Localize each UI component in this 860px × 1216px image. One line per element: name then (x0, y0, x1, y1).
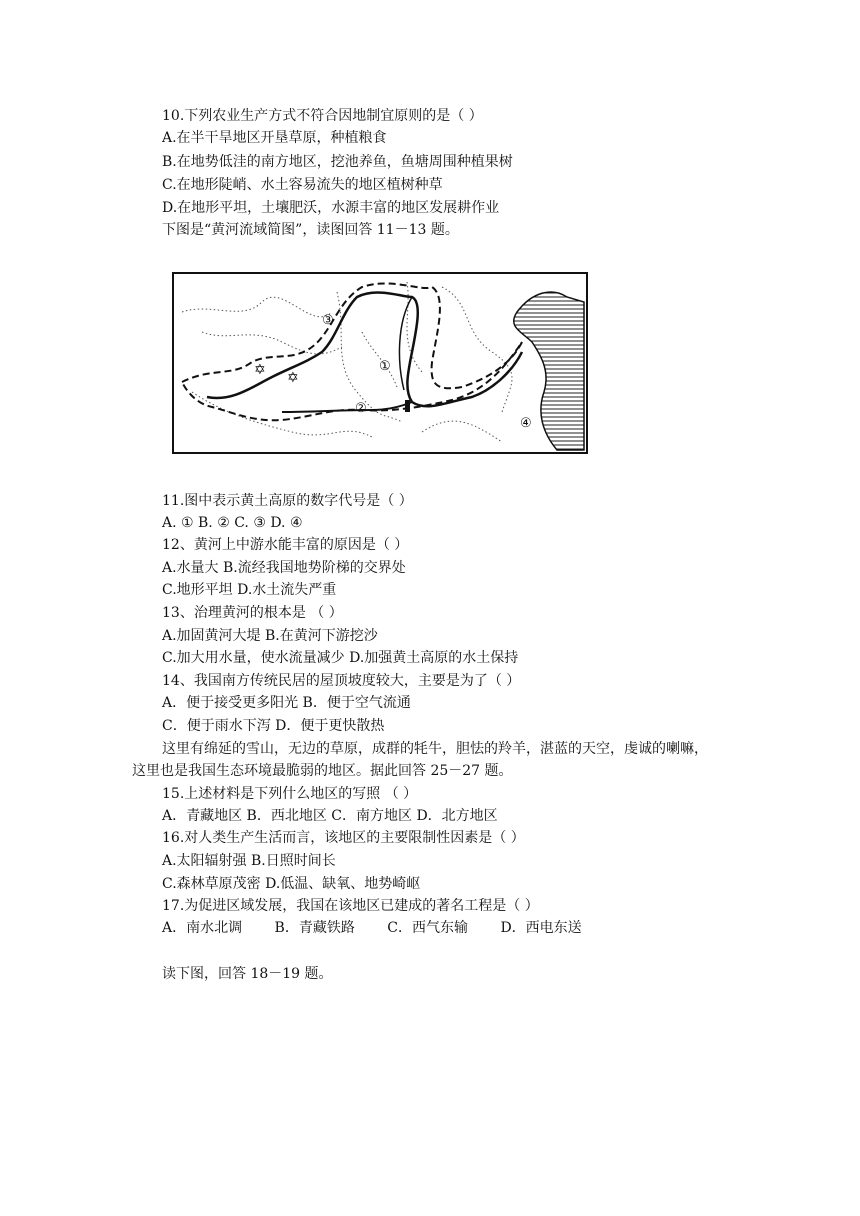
q14-options-2: C．便于雨水下泻 D．便于更快散热 (162, 718, 385, 734)
map-label-2: ② (355, 401, 367, 416)
outro-instruction: 读下图，回答 18－19 题。 (162, 966, 333, 982)
q16-stem: 16.对人类生产生活而言，该地区的主要限制性因素是（ ） (162, 830, 525, 846)
map-label-1: ① (379, 359, 391, 374)
svg-text:✡: ✡ (287, 370, 299, 386)
yellow-river-basin-map (172, 272, 588, 454)
q14-stem: 14、我国南方传统民居的屋顶坡度较大，主要是为了（ ） (162, 673, 521, 689)
q16-options-1: A.太阳辐射强 B.日照时间长 (162, 853, 336, 869)
q10-stem: 10.下列农业生产方式不符合因地制宜原则的是（ ） (162, 108, 483, 124)
q17-stem: 17.为促进区域发展，我国在该地区已建成的著名工程是（ ） (162, 898, 539, 914)
svg-text:✡: ✡ (254, 362, 266, 378)
q13-options-1: A.加固黄河大堤 B.在黄河下游挖沙 (162, 628, 378, 644)
q15-options: A．青藏地区 B．西北地区 C．南方地区 D．北方地区 (162, 808, 498, 824)
q13-options-2: C.加大用水量，使水流量减少 D.加强黄土高原的水土保持 (162, 650, 519, 666)
q16-options-2: C.森林草原茂密 D.低温、缺氧、地势崎岖 (162, 876, 421, 892)
q14-options-1: A．便于接受更多阳光 B．便于空气流通 (162, 695, 411, 711)
q10-option-d: D.在地形平坦，土壤肥沃，水源丰富的地区发展耕作业 (162, 200, 500, 216)
q13-stem: 13、治理黄河的根本是 （ ） (162, 605, 343, 621)
q10-option-a: A.在半干旱地区开垦草原，种植粮食 (162, 130, 387, 146)
q12-stem: 12、黄河上中游水能丰富的原因是（ ） (162, 537, 409, 553)
q12-options-2: C.地形平坦 D.水土流失严重 (162, 582, 337, 598)
q11-stem: 11.图中表示黄土高原的数字代号是（ ） (162, 493, 413, 509)
q15-stem: 15.上述材料是下列什么地区的写照 （ ） (162, 786, 418, 802)
map-figure (172, 272, 588, 454)
q10-option-b: B.在地势低洼的南方地区，挖池养鱼，鱼塘周围种植果树 (162, 154, 513, 170)
q11-options: A. ① B. ② C. ③ D. ④ (162, 515, 303, 531)
passage-line-1: 这里有绵延的雪山，无边的草原，成群的牦牛，胆怯的羚羊，湛蓝的天空，虔诚的喇嘛， (162, 741, 708, 757)
passage-line-2: 这里也是我国生态环境最脆弱的地区。据此回答 25－27 题。 (132, 763, 513, 779)
q12-options-1: A.水量大 B.流经我国地势阶梯的交界处 (162, 560, 406, 576)
map-label-4: ④ (520, 416, 532, 431)
map-intro: 下图是“黄河流域简图”，读图回答 11－13 题。 (162, 222, 459, 238)
map-label-3: ③ (322, 313, 334, 328)
q17-options: A．南水北调 B．青藏铁路 C．西气东输 D．西电东送 (162, 920, 582, 936)
q10-option-c: C.在地形陡峭、水土容易流失的地区植树种草 (162, 177, 443, 193)
